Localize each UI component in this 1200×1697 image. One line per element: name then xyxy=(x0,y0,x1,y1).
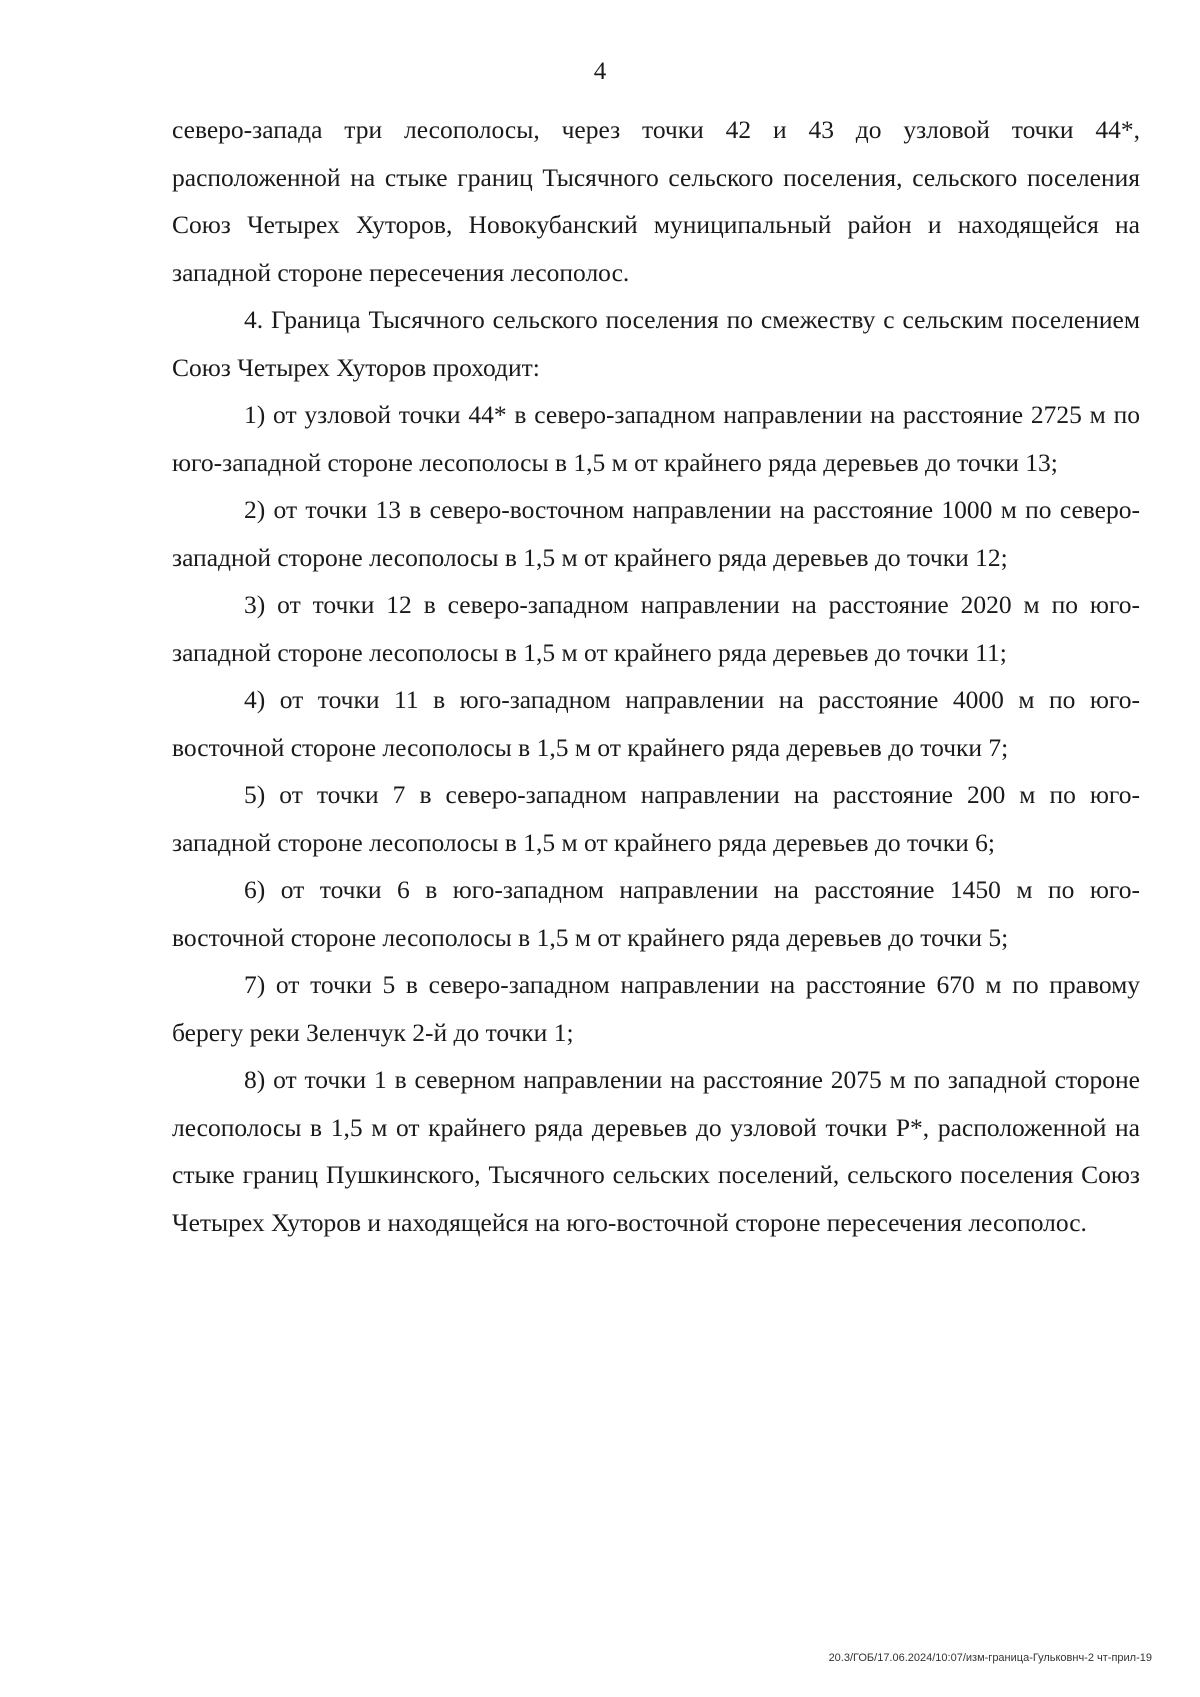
paragraph-item-2: 2) от точки 13 в северо-восточном направлении на расстояние 1000 м по северо-западной стороне лесополосы в 1,5 м от крайнего ряда деревьев до точки 12; xyxy=(172,495,1140,572)
paragraph-item-4: 4) от точки 11 в юго-западном направлении на расстояние 4000 м по юго-восточной стороне лесополосы в 1,5 м от крайнего ряда деревьев до точки 7; xyxy=(172,685,1140,762)
paragraph-continuation: северо-запада три лесополосы, через точки 42 и 43 до узловой точки 44*, расположенной на стыке границ Тысячного сельского поселения, сельского поселения Союз Четырех Хуторов, Новокубанский муниципальный район и находящейся на западной стороне пересечения лесополос. xyxy=(172,115,1140,287)
paragraph-item-7: 7) от точки 5 в северо-западном направлении на расстояние 670 м по правому берегу реки Зеленчук 2-й до точки 1; xyxy=(172,970,1140,1047)
page-number: 4 xyxy=(593,58,607,85)
paragraph-item-6: 6) от точки 6 в юго-западном направлении на расстояние 1450 м по юго-восточной стороне лесополосы в 1,5 м от крайнего ряда деревьев до точки 5; xyxy=(172,875,1140,952)
document-body xyxy=(172,106,1140,1246)
paragraph-item-8: 8) от точки 1 в северном направлении на расстояние 2075 м по западной стороне лесополосы в 1,5 м от крайнего ряда деревьев до узловой точки Р*, расположенной на стыке границ Пушкинского, Тысячного сельских поселений, сельского поселения Союз Четырех Хуторов и находящейся на юго-восточной стороне пересечения лесополос. xyxy=(172,1065,1140,1237)
paragraph-item-3: 3) от точки 12 в северо-западном направлении на расстояние 2020 м по юго-западной стороне лесополосы в 1,5 м от крайнего ряда деревьев до точки 11; xyxy=(172,590,1140,667)
paragraph-item-1: 1) от узловой точки 44* в северо-западном направлении на расстояние 2725 м по юго-западной стороне лесополосы в 1,5 м от крайнего ряда деревьев до точки 13; xyxy=(172,400,1140,477)
paragraph-section-4: 4. Граница Тысячного сельского поселения по смежеству с сельским поселением Союз Четырех Хуторов проходит: xyxy=(172,305,1140,382)
paragraph-item-5: 5) от точки 7 в северо-западном направлении на расстояние 200 м по юго-западной стороне лесополосы в 1,5 м от крайнего ряда деревьев до точки 6; xyxy=(172,780,1140,857)
footer-document-code: 20.3/ГОБ/17.06.2024/10:07/изм-граница-Гульковнч-2 чт-прил-19 xyxy=(828,1652,1152,1664)
